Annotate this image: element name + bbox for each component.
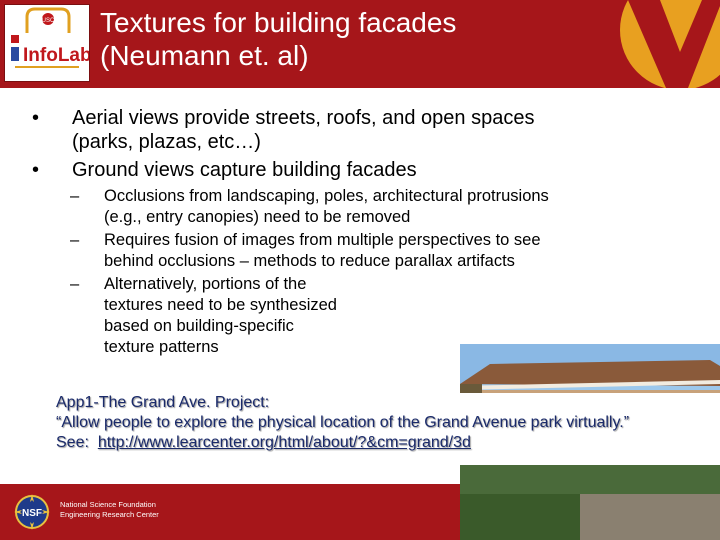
slide-title: [100, 6, 600, 72]
nsf-logo: [12, 492, 52, 532]
project-callout: [56, 393, 720, 465]
subbullet-line: behind occlusions – methods to reduce parallax artifacts: [104, 252, 515, 270]
dash-icon: –: [70, 231, 80, 249]
nsf-line-2: Engineering Research Center: [60, 510, 159, 519]
subbullet-line: Requires fusion of images from multiple perspectives to see: [104, 231, 541, 249]
logo-badge: USC: [41, 18, 55, 24]
project-quote: “Allow people to explore the physical location of the Grand Avenue park virtually.”: [56, 414, 630, 431]
bullet-text: Ground views capture building facades: [72, 159, 417, 181]
nsf-line-1: National Science Foundation: [60, 500, 156, 509]
subbullet-line: Occlusions from landscaping, poles, architectural protrusions: [104, 187, 549, 205]
dash-icon: –: [70, 187, 80, 205]
subbullet-item: [28, 230, 708, 272]
dash-icon: –: [70, 275, 80, 293]
see-row: [56, 433, 720, 453]
logo-text: InfoLab: [23, 45, 89, 66]
subbullet-item: [28, 186, 708, 228]
bullet-item: [28, 106, 708, 154]
nsf-label: [60, 500, 159, 520]
bullet-text-cont: (parks, plazas, etc…): [72, 131, 261, 153]
v-logo-icon: [610, 0, 720, 88]
slide-body: [28, 106, 708, 358]
subbullet-line: textures need to be synthesized: [104, 296, 337, 314]
project-title: App1-The Grand Ave. Project:: [56, 394, 270, 411]
title-line-1: Textures for building facades: [100, 7, 457, 38]
bullet-item: [28, 158, 708, 182]
subbullet-line: (e.g., entry canopies) need to be removed: [104, 208, 411, 226]
bullet-dot-icon: •: [32, 107, 40, 129]
bullet-text: Aerial views provide streets, roofs, and open spaces: [72, 107, 535, 129]
nsf-logo-icon: [12, 492, 52, 532]
see-label: See:: [56, 434, 89, 451]
subbullet-line: based on building-specific: [104, 317, 294, 335]
nsf-logo-text: NSF: [22, 508, 42, 519]
subbullet-line: texture patterns: [104, 338, 219, 356]
title-line-2: (Neumann et. al): [100, 40, 309, 71]
project-link[interactable]: http://www.learcenter.org/html/about/?&cm=grand/3d: [97, 434, 471, 451]
infolab-logo: [4, 4, 90, 82]
infolab-logo-icon: [5, 5, 89, 81]
subbullet-line: Alternatively, portions of the: [104, 275, 307, 293]
bullet-dot-icon: •: [32, 159, 40, 181]
